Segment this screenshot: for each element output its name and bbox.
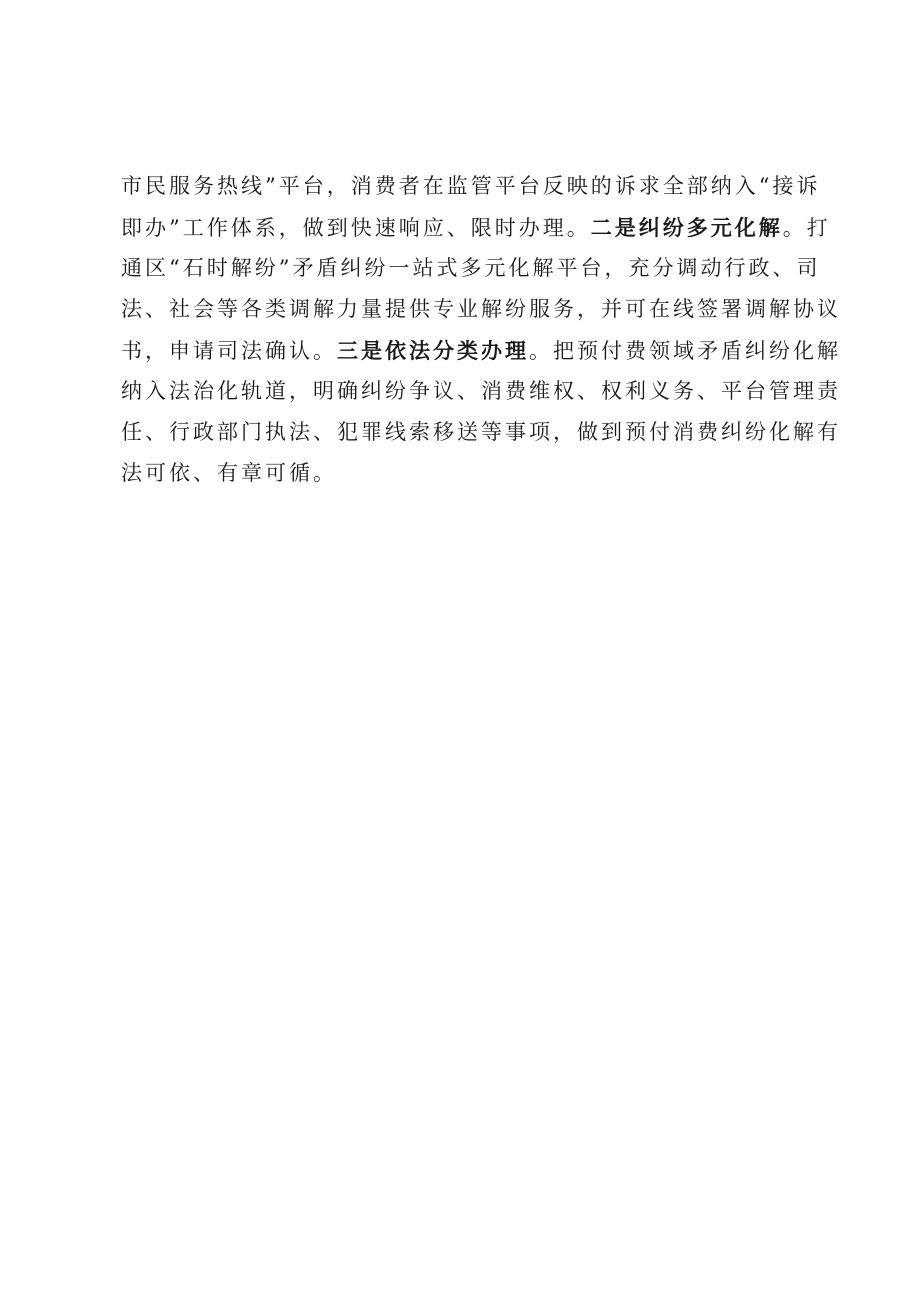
text-line-1 — [121, 166, 821, 207]
text-line-7 — [121, 412, 841, 453]
text-line-8 — [121, 453, 821, 494]
emphasis-run: 二是纠纷多元化解 — [590, 215, 783, 240]
body-paragraph — [121, 166, 841, 494]
text-run: 。把预付费领域矛盾纠纷化解 — [529, 339, 841, 363]
text-line-5 — [121, 330, 841, 371]
text-run: 市民服务热线”平台，消费者在监管平台反映的诉求全部纳入“接诉 — [121, 174, 821, 198]
text-run: 即办”工作体系，做到快速响应、限时办理。 — [121, 216, 591, 240]
text-run: 书，申请司法确认。 — [121, 339, 337, 363]
emphasis-run: 三是依法分类办理 — [337, 338, 529, 363]
text-run: 任、行政部门执法、犯罪线索移送等事项，做到预付消费纠纷化解有 — [121, 420, 841, 444]
text-line-2 — [121, 207, 831, 248]
text-line-3 — [121, 248, 821, 289]
text-run: 。打 — [782, 216, 831, 240]
text-line-4 — [121, 289, 841, 330]
text-run: 法可依、有章可循。 — [121, 461, 337, 485]
text-line-6 — [121, 371, 841, 412]
text-run: 通区“石时解纷”矛盾纠纷一站式多元化解平台，充分调动行政、司 — [121, 256, 821, 280]
text-run: 纳入法治化轨道，明确纠纷争议、消费维权、权利义务、平台管理责 — [121, 379, 841, 403]
text-run: 法、社会等各类调解力量提供专业解纷服务，并可在线签署调解协议 — [121, 297, 841, 321]
